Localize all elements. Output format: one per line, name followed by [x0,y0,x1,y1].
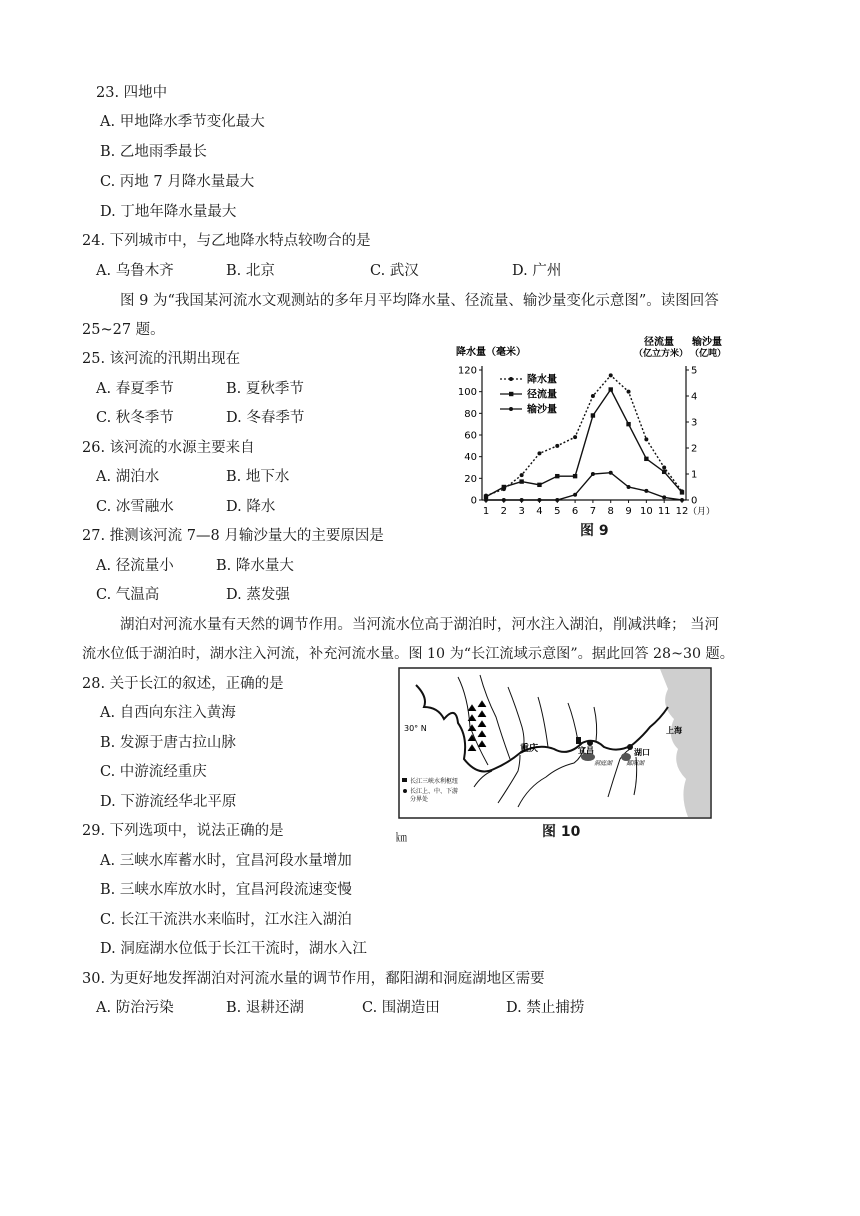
q23-option-b: B. 乙地雨季最长 [100,144,207,160]
x-tick-label: 4 [536,506,543,517]
q25-stem: 25. 该河流的汛期出现在 [82,351,241,367]
left-tick-label: 20 [464,473,477,485]
series-point-1 [644,457,648,461]
legend-marker-0 [509,377,513,381]
legend-dam-text: 长江三峡水利枢纽 [410,778,459,785]
q28-option-c: C. 中游流经重庆 [100,764,207,780]
q25-option-c: C. 秋冬季节 [96,410,174,426]
series-point-0 [627,390,631,394]
fig9-right-label-2: （亿立方米） [634,349,689,359]
q27-option-d: D. 蒸发强 [226,587,290,603]
series-point-1 [555,474,559,478]
series-point-1 [519,479,523,483]
series-point-2 [555,498,559,502]
legend-division-text-2: 分界处 [410,796,429,803]
x-tick-label: 3 [518,506,525,517]
series-point-0 [644,437,648,441]
x-tick-label: 5 [554,506,561,517]
q27-option-b: B. 降水量大 [216,558,294,574]
series-point-0 [573,435,577,439]
series-point-2 [662,495,666,499]
x-tick-label: 1 [482,506,490,517]
right-tick-label: 2 [691,443,698,455]
series-point-1 [573,474,577,478]
fig9-svg [448,335,727,540]
legend-division-text-1: 长江上、中、下游 [410,788,459,795]
x-unit-label: （月） [688,507,716,517]
series-line-2 [486,473,682,500]
series-point-2 [644,489,648,493]
right-tick-label: 0 [691,495,698,507]
series-point-1 [680,490,684,494]
legend-division-symbol [403,789,407,793]
q24-option-d: D. 广州 [512,263,562,279]
q30-stem: 30. 为更好地发挥湖泊对河流水量的调节作用，鄱阳湖和洞庭湖地区需要 [82,971,545,987]
left-tick-label: 0 [470,495,477,507]
left-tick-label: 80 [464,408,477,420]
q26-option-d: D. 降水 [226,499,276,515]
legend-marker-1 [509,392,513,396]
left-tick-label: 60 [464,430,477,442]
series-point-1 [537,483,541,487]
x-tick-label: 11 [657,506,671,517]
left-tick-label: 40 [464,452,477,464]
series-point-1 [626,422,630,426]
right-tick-label: 1 [691,469,698,481]
fig9-right-label-3: 输沙量 [692,337,722,348]
right-tick-label: 3 [691,417,698,429]
lake-label-dongting: 洞庭湖 [594,760,613,767]
fig9-intro-line1: 图 9 为“我国某河流水文观测站的多年月平均降水量、径流量、输沙量变化示意图”。读图回答 [120,293,719,309]
x-tick-label: 12 [675,506,689,517]
figure-9-caption: 图 9 [580,523,609,539]
q24-stem: 24. 下列城市中，与乙地降水特点较吻合的是 [82,233,371,249]
lake-label-poyang: 鄱阳湖 [626,760,645,767]
q29-stem: 29. 下列选项中，说法正确的是 [82,823,284,839]
q30-option-a: A. 防治污染 [96,1000,174,1016]
q30-option-b: B. 退耕还湖 [226,1000,304,1016]
figure-10-caption: 图 10 [542,824,581,840]
series-point-0 [591,394,595,398]
fig10-intro-line2: 流水位低于湖泊时，湖水注入河流，补充河流水量。图 10 为“长江流域示意图”。据此回答 28~30 题。 [82,646,734,662]
left-tick-label: 120 [457,365,477,377]
legend-dam-symbol [402,778,407,782]
q29-option-a: A. 三峡水库蓄水时，宜昌河段水量增加 [100,853,352,869]
q30-option-c: C. 围湖造田 [362,1000,440,1016]
q25-option-a: A. 春夏季节 [96,381,174,397]
q23-stem: 23. 四地中 [96,85,168,101]
series-point-1 [662,470,666,474]
figure-9-chart [448,335,727,540]
series-point-0 [537,451,541,455]
q27-stem: 27. 推测该河流 7—8 月输沙量大的主要原因是 [82,528,384,544]
q27-option-c: C. 气温高 [96,587,160,603]
x-tick-label: 8 [607,506,614,517]
q29-option-b: B. 三峡水库放水时，宜昌河段流速变慢 [100,882,352,898]
q28-option-b: B. 发源于唐古拉山脉 [100,735,236,751]
q25-option-b: B. 夏秋季节 [226,381,304,397]
series-point-2 [484,498,488,502]
legend-label-0: 降水量 [527,374,557,386]
series-point-0 [662,466,666,470]
series-point-0 [520,473,524,477]
q24-option-a: A. 乌鲁木齐 [96,263,174,279]
series-point-2 [573,493,577,497]
q25-option-d: D. 冬春季节 [226,410,305,426]
series-point-1 [609,387,613,391]
x-tick-label: 10 [639,506,653,517]
q23-option-c: C. 丙地 7 月降水量最大 [100,174,255,190]
x-tick-label: 2 [500,506,508,517]
series-point-2 [609,471,613,475]
fig10-svg [398,667,712,819]
fig9-right-label-1: 径流量 [644,337,674,348]
series-point-2 [502,498,506,502]
q24-option-b: B. 北京 [226,263,275,279]
hukou-division-marker [627,744,633,750]
series-point-0 [609,373,613,377]
q29-option-c: C. 长江干流洪水来临时，江水注入湖泊 [100,912,352,928]
q26-stem: 26. 该河流的水源主要来自 [82,440,255,456]
x-tick-label: 7 [589,506,597,517]
q24-option-c: C. 武汉 [370,263,419,279]
series-point-2 [680,498,684,502]
legend-marker-2 [509,407,513,411]
q28-stem: 28. 关于长江的叙述，正确的是 [82,676,284,692]
city-shanghai: 上海 [666,726,682,735]
q29-option-d: D. 洞庭湖水位低于长江干流时，湖水入江 [100,941,367,957]
q28-option-d: D. 下游流经华北平原 [100,794,237,810]
q23-option-d: D. 丁地年降水量最大 [100,204,237,220]
series-point-1 [591,413,595,417]
city-chongqing: 重庆 [520,744,539,754]
q28-option-a: A. 自西向东注入黄海 [100,705,236,721]
city-hukou: 湖口 [634,748,650,757]
series-point-0 [555,444,559,448]
series-point-2 [591,472,595,476]
fig9-intro-line2: 25~27 题。 [82,322,165,338]
right-tick-label: 4 [691,391,698,403]
x-tick-label: 6 [571,506,579,517]
q26-option-c: C. 冰雪融水 [96,499,174,515]
left-tick-label: 100 [457,387,477,399]
fig10-intro-line1: 湖泊对河流水量有天然的调节作用。当河流水位高于湖泊时，河水注入湖泊，削减洪峰； 当河 [120,617,720,633]
q30-option-d: D. 禁止捕捞 [506,1000,585,1016]
three-gorges-marker [576,737,581,744]
lat-label: 30° N [404,724,427,733]
fig9-plot-area [458,366,715,518]
q26-option-b: B. 地下水 [226,469,290,485]
fig9-right-label-4: （亿吨） [690,349,727,359]
q27-option-a: A. 径流量小 [96,558,174,574]
series-point-1 [502,485,506,489]
city-yichang: 宜昌 [578,746,594,755]
right-tick-label: 5 [691,365,698,377]
legend-label-2: 输沙量 [527,404,557,416]
legend-label-1: 径流量 [527,389,557,401]
series-point-2 [627,485,631,489]
q23-option-a: A. 甲地降水季节变化最大 [100,114,265,130]
figure-10-map [398,667,712,819]
fig9-left-axis-label: 降水量（毫米） [456,347,526,358]
stray-mark: ㎞ [396,831,407,844]
series-point-2 [537,498,541,502]
x-tick-label: 9 [625,506,632,517]
map-frame [399,668,711,818]
series-point-2 [520,498,524,502]
q26-option-a: A. 湖泊水 [96,469,160,485]
